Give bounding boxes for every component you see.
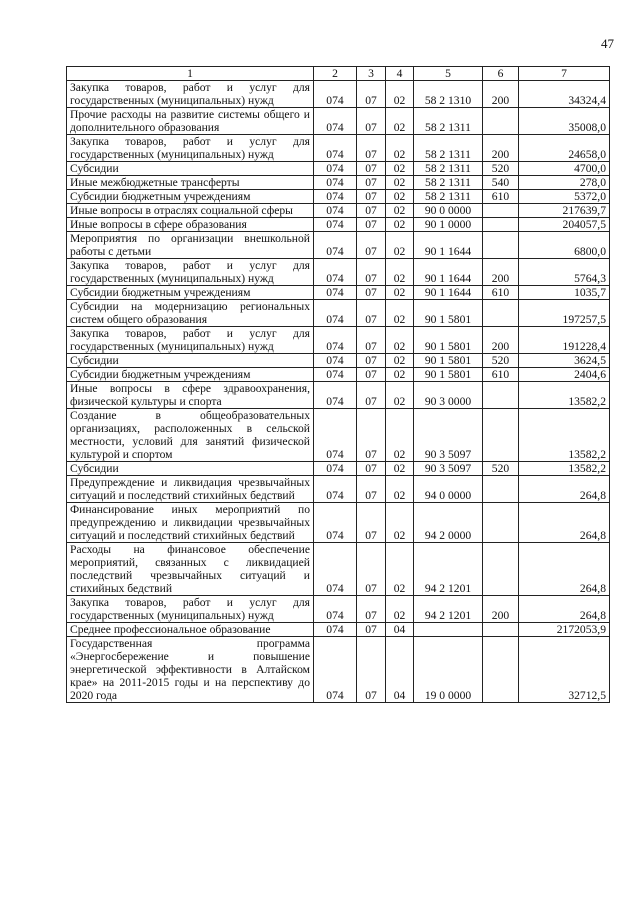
table-row bbox=[67, 476, 610, 503]
code-subsection-cell: 02 bbox=[386, 300, 414, 327]
code-target-cell bbox=[414, 623, 483, 637]
code-expense-type-cell bbox=[483, 623, 519, 637]
code-ministry-cell: 074 bbox=[314, 259, 357, 286]
code-subsection-cell: 02 bbox=[386, 135, 414, 162]
table-row bbox=[67, 596, 610, 623]
code-target-cell: 94 2 1201 bbox=[414, 543, 483, 596]
code-subsection-cell: 02 bbox=[386, 354, 414, 368]
code-subsection-cell: 04 bbox=[386, 623, 414, 637]
code-target-cell: 90 1 5801 bbox=[414, 368, 483, 382]
amount-cell: 2404,6 bbox=[519, 368, 610, 382]
code-target-cell: 90 3 0000 bbox=[414, 382, 483, 409]
code-ministry-cell: 074 bbox=[314, 204, 357, 218]
code-subsection-cell: 02 bbox=[386, 476, 414, 503]
header-cell: 3 bbox=[357, 67, 386, 81]
amount-cell: 5372,0 bbox=[519, 190, 610, 204]
code-expense-type-cell bbox=[483, 409, 519, 462]
code-target-cell: 94 2 0000 bbox=[414, 503, 483, 543]
amount-cell: 35008,0 bbox=[519, 108, 610, 135]
item-name-cell: Субсидии на модернизацию региональных систем общего образования bbox=[67, 300, 314, 327]
item-name-cell: Мероприятия по организации внешкольной работы с детьми bbox=[67, 232, 314, 259]
code-ministry-cell: 074 bbox=[314, 596, 357, 623]
amount-cell: 24658,0 bbox=[519, 135, 610, 162]
code-ministry-cell: 074 bbox=[314, 232, 357, 259]
amount-cell: 5764,3 bbox=[519, 259, 610, 286]
code-target-cell: 90 1 0000 bbox=[414, 218, 483, 232]
table-row bbox=[67, 162, 610, 176]
code-section-cell: 07 bbox=[357, 300, 386, 327]
code-subsection-cell: 02 bbox=[386, 543, 414, 596]
code-ministry-cell: 074 bbox=[314, 503, 357, 543]
item-name-cell: Субсидии bbox=[67, 162, 314, 176]
code-expense-type-cell: 540 bbox=[483, 176, 519, 190]
code-subsection-cell: 02 bbox=[386, 108, 414, 135]
code-subsection-cell: 02 bbox=[386, 286, 414, 300]
code-section-cell: 07 bbox=[357, 176, 386, 190]
item-name-cell: Закупка товаров, работ и услуг для государственных (муниципальных) нужд bbox=[67, 135, 314, 162]
code-subsection-cell: 02 bbox=[386, 259, 414, 286]
code-target-cell: 58 2 1311 bbox=[414, 190, 483, 204]
code-target-cell: 90 1 1644 bbox=[414, 232, 483, 259]
code-ministry-cell: 074 bbox=[314, 190, 357, 204]
amount-cell: 13582,2 bbox=[519, 382, 610, 409]
code-section-cell: 07 bbox=[357, 368, 386, 382]
amount-cell: 13582,2 bbox=[519, 462, 610, 476]
code-section-cell: 07 bbox=[357, 162, 386, 176]
table-row bbox=[67, 108, 610, 135]
table-row bbox=[67, 409, 610, 462]
table-row bbox=[67, 462, 610, 476]
table-row bbox=[67, 300, 610, 327]
code-expense-type-cell: 520 bbox=[483, 354, 519, 368]
code-expense-type-cell: 520 bbox=[483, 462, 519, 476]
code-ministry-cell: 074 bbox=[314, 637, 357, 703]
table-row bbox=[67, 354, 610, 368]
table-row bbox=[67, 176, 610, 190]
header-cell: 7 bbox=[519, 67, 610, 81]
item-name-cell: Иные вопросы в сфере образования bbox=[67, 218, 314, 232]
code-section-cell: 07 bbox=[357, 190, 386, 204]
amount-cell: 264,8 bbox=[519, 476, 610, 503]
code-subsection-cell: 02 bbox=[386, 382, 414, 409]
table-row bbox=[67, 286, 610, 300]
code-section-cell: 07 bbox=[357, 218, 386, 232]
code-target-cell: 58 2 1311 bbox=[414, 176, 483, 190]
item-name-cell: Создание в общеобразовательных организациях, расположенных в сельской местности, условий для занятий физической культурой и спортом bbox=[67, 409, 314, 462]
amount-cell: 264,8 bbox=[519, 503, 610, 543]
table-row bbox=[67, 368, 610, 382]
code-section-cell: 07 bbox=[357, 108, 386, 135]
item-name-cell: Закупка товаров, работ и услуг для государственных (муниципальных) нужд bbox=[67, 596, 314, 623]
code-target-cell: 94 0 0000 bbox=[414, 476, 483, 503]
item-name-cell: Субсидии бюджетным учреждениям bbox=[67, 286, 314, 300]
code-target-cell: 19 0 0000 bbox=[414, 637, 483, 703]
amount-cell: 3624,5 bbox=[519, 354, 610, 368]
code-section-cell: 07 bbox=[357, 623, 386, 637]
code-section-cell: 07 bbox=[357, 476, 386, 503]
page-number: 47 bbox=[601, 36, 614, 51]
item-name-cell: Прочие расходы на развитие системы общего и дополнительного образования bbox=[67, 108, 314, 135]
code-subsection-cell: 02 bbox=[386, 503, 414, 543]
code-section-cell: 07 bbox=[357, 503, 386, 543]
amount-cell: 264,8 bbox=[519, 596, 610, 623]
amount-cell: 217639,7 bbox=[519, 204, 610, 218]
code-expense-type-cell: 610 bbox=[483, 190, 519, 204]
code-section-cell: 07 bbox=[357, 354, 386, 368]
table-row bbox=[67, 637, 610, 703]
code-target-cell: 58 2 1311 bbox=[414, 162, 483, 176]
item-name-cell: Финансирование иных мероприятий по предупреждению и ликвидации чрезвычайных ситуаций и последствий стихийных бедствий bbox=[67, 503, 314, 543]
code-section-cell: 07 bbox=[357, 135, 386, 162]
code-section-cell: 07 bbox=[357, 81, 386, 108]
code-subsection-cell: 02 bbox=[386, 327, 414, 354]
table-row bbox=[67, 503, 610, 543]
item-name-cell: Закупка товаров, работ и услуг для государственных (муниципальных) нужд bbox=[67, 259, 314, 286]
code-subsection-cell: 02 bbox=[386, 204, 414, 218]
header-cell: 2 bbox=[314, 67, 357, 81]
code-target-cell: 90 1 1644 bbox=[414, 286, 483, 300]
code-target-cell: 94 2 1201 bbox=[414, 596, 483, 623]
code-subsection-cell: 02 bbox=[386, 409, 414, 462]
code-expense-type-cell bbox=[483, 218, 519, 232]
item-name-cell: Расходы на финансовое обеспечение мероприятий, связанных с ликвидацией последствий чрезвычайных ситуаций и стихийных бедствий bbox=[67, 543, 314, 596]
code-target-cell: 58 2 1311 bbox=[414, 135, 483, 162]
table-row bbox=[67, 623, 610, 637]
code-section-cell: 07 bbox=[357, 637, 386, 703]
code-expense-type-cell: 200 bbox=[483, 81, 519, 108]
code-ministry-cell: 074 bbox=[314, 162, 357, 176]
code-section-cell: 07 bbox=[357, 286, 386, 300]
code-subsection-cell: 02 bbox=[386, 218, 414, 232]
code-expense-type-cell bbox=[483, 300, 519, 327]
item-name-cell: Закупка товаров, работ и услуг для государственных (муниципальных) нужд bbox=[67, 327, 314, 354]
amount-cell: 191228,4 bbox=[519, 327, 610, 354]
header-cell: 5 bbox=[414, 67, 483, 81]
code-target-cell: 90 1 5801 bbox=[414, 327, 483, 354]
item-name-cell: Субсидии bbox=[67, 354, 314, 368]
item-name-cell: Государственная программа «Энергосбережение и повышение энергетической эффективности в Алтайском крае» на 2011-2015 годы и на перспективу до 2020 года bbox=[67, 637, 314, 703]
header-cell: 4 bbox=[386, 67, 414, 81]
code-target-cell: 90 3 5097 bbox=[414, 462, 483, 476]
code-ministry-cell: 074 bbox=[314, 108, 357, 135]
item-name-cell: Иные межбюджетные трансферты bbox=[67, 176, 314, 190]
code-subsection-cell: 02 bbox=[386, 462, 414, 476]
code-subsection-cell: 02 bbox=[386, 368, 414, 382]
code-expense-type-cell bbox=[483, 108, 519, 135]
code-ministry-cell: 074 bbox=[314, 286, 357, 300]
table-row bbox=[67, 259, 610, 286]
code-expense-type-cell bbox=[483, 543, 519, 596]
table-row bbox=[67, 327, 610, 354]
code-expense-type-cell bbox=[483, 476, 519, 503]
table-row bbox=[67, 204, 610, 218]
code-ministry-cell: 074 bbox=[314, 176, 357, 190]
code-section-cell: 07 bbox=[357, 382, 386, 409]
item-name-cell: Закупка товаров, работ и услуг для государственных (муниципальных) нужд bbox=[67, 81, 314, 108]
table-row bbox=[67, 135, 610, 162]
code-expense-type-cell bbox=[483, 503, 519, 543]
code-expense-type-cell bbox=[483, 382, 519, 409]
code-expense-type-cell: 200 bbox=[483, 327, 519, 354]
code-expense-type-cell bbox=[483, 204, 519, 218]
code-target-cell: 58 2 1311 bbox=[414, 108, 483, 135]
amount-cell: 32712,5 bbox=[519, 637, 610, 703]
code-section-cell: 07 bbox=[357, 204, 386, 218]
amount-cell: 4700,0 bbox=[519, 162, 610, 176]
amount-cell: 278,0 bbox=[519, 176, 610, 190]
item-name-cell: Предупреждение и ликвидация чрезвычайных ситуаций и последствий стихийных бедствий bbox=[67, 476, 314, 503]
code-ministry-cell: 074 bbox=[314, 327, 357, 354]
code-section-cell: 07 bbox=[357, 327, 386, 354]
header-row bbox=[67, 67, 610, 81]
code-target-cell: 90 0 0000 bbox=[414, 204, 483, 218]
table-row bbox=[67, 81, 610, 108]
item-name-cell: Субсидии бюджетным учреждениям bbox=[67, 190, 314, 204]
code-expense-type-cell bbox=[483, 637, 519, 703]
code-subsection-cell: 02 bbox=[386, 162, 414, 176]
code-ministry-cell: 074 bbox=[314, 409, 357, 462]
code-ministry-cell: 074 bbox=[314, 382, 357, 409]
table-row bbox=[67, 190, 610, 204]
code-subsection-cell: 02 bbox=[386, 232, 414, 259]
table-row bbox=[67, 543, 610, 596]
code-section-cell: 07 bbox=[357, 543, 386, 596]
code-expense-type-cell: 200 bbox=[483, 596, 519, 623]
table-row bbox=[67, 232, 610, 259]
code-section-cell: 07 bbox=[357, 596, 386, 623]
amount-cell: 264,8 bbox=[519, 543, 610, 596]
item-name-cell: Субсидии bbox=[67, 462, 314, 476]
amount-cell: 13582,2 bbox=[519, 409, 610, 462]
amount-cell: 2172053,9 bbox=[519, 623, 610, 637]
code-ministry-cell: 074 bbox=[314, 462, 357, 476]
code-section-cell: 07 bbox=[357, 409, 386, 462]
code-subsection-cell: 04 bbox=[386, 637, 414, 703]
code-target-cell: 90 3 5097 bbox=[414, 409, 483, 462]
amount-cell: 204057,5 bbox=[519, 218, 610, 232]
item-name-cell: Иные вопросы в отраслях социальной сферы bbox=[67, 204, 314, 218]
code-subsection-cell: 02 bbox=[386, 596, 414, 623]
code-target-cell: 90 1 5801 bbox=[414, 300, 483, 327]
code-expense-type-cell bbox=[483, 232, 519, 259]
code-ministry-cell: 074 bbox=[314, 476, 357, 503]
code-ministry-cell: 074 bbox=[314, 135, 357, 162]
code-ministry-cell: 074 bbox=[314, 218, 357, 232]
code-ministry-cell: 074 bbox=[314, 354, 357, 368]
budget-table bbox=[66, 66, 610, 703]
code-subsection-cell: 02 bbox=[386, 190, 414, 204]
header-cell: 6 bbox=[483, 67, 519, 81]
code-ministry-cell: 074 bbox=[314, 543, 357, 596]
code-target-cell: 90 1 1644 bbox=[414, 259, 483, 286]
code-ministry-cell: 074 bbox=[314, 623, 357, 637]
code-section-cell: 07 bbox=[357, 462, 386, 476]
table-row bbox=[67, 218, 610, 232]
code-target-cell: 90 1 5801 bbox=[414, 354, 483, 368]
amount-cell: 197257,5 bbox=[519, 300, 610, 327]
code-expense-type-cell: 200 bbox=[483, 135, 519, 162]
amount-cell: 34324,4 bbox=[519, 81, 610, 108]
code-ministry-cell: 074 bbox=[314, 81, 357, 108]
code-target-cell: 58 2 1310 bbox=[414, 81, 483, 108]
code-ministry-cell: 074 bbox=[314, 300, 357, 327]
amount-cell: 6800,0 bbox=[519, 232, 610, 259]
code-expense-type-cell: 520 bbox=[483, 162, 519, 176]
code-section-cell: 07 bbox=[357, 232, 386, 259]
code-expense-type-cell: 200 bbox=[483, 259, 519, 286]
item-name-cell: Среднее профессиональное образование bbox=[67, 623, 314, 637]
code-subsection-cell: 02 bbox=[386, 176, 414, 190]
code-subsection-cell: 02 bbox=[386, 81, 414, 108]
item-name-cell: Иные вопросы в сфере здравоохранения, физической культуры и спорта bbox=[67, 382, 314, 409]
table-row bbox=[67, 382, 610, 409]
amount-cell: 1035,7 bbox=[519, 286, 610, 300]
code-section-cell: 07 bbox=[357, 259, 386, 286]
header-cell: 1 bbox=[67, 67, 314, 81]
code-expense-type-cell: 610 bbox=[483, 286, 519, 300]
item-name-cell: Субсидии бюджетным учреждениям bbox=[67, 368, 314, 382]
code-ministry-cell: 074 bbox=[314, 368, 357, 382]
code-expense-type-cell: 610 bbox=[483, 368, 519, 382]
